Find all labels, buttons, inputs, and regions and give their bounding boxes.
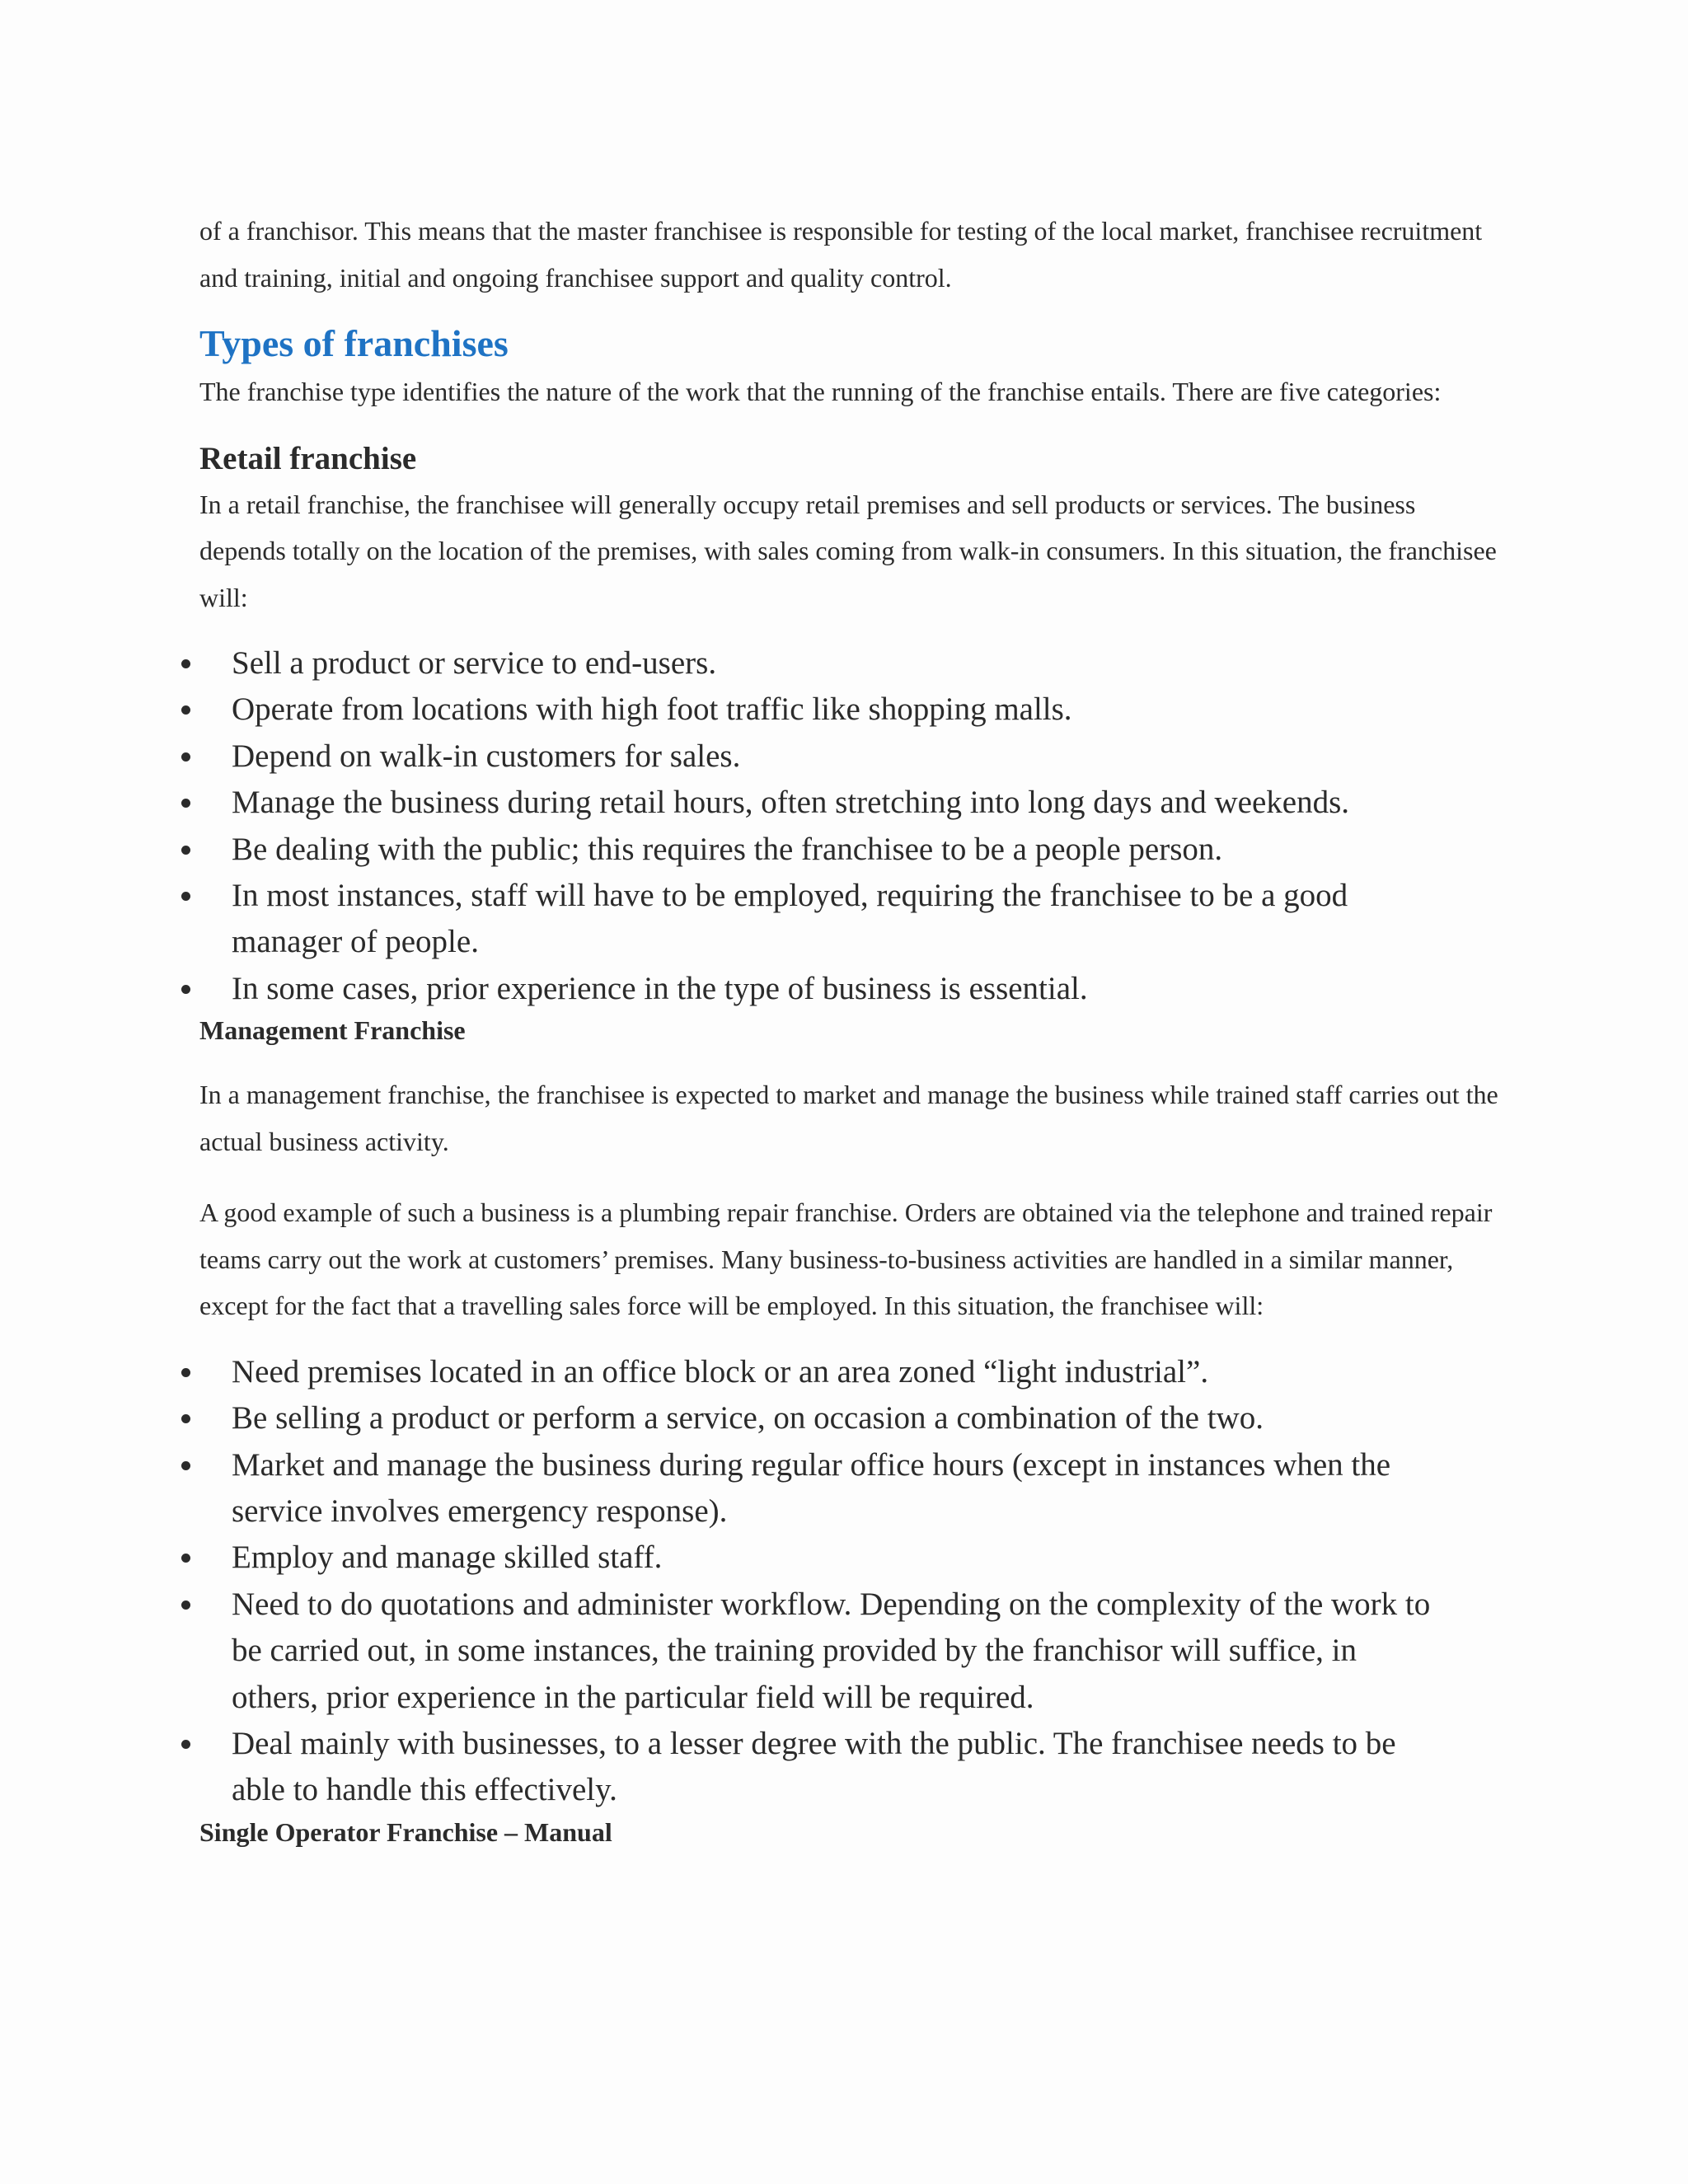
single-operator-heading: Single Operator Franchise – Manual [199,1816,612,1847]
list-item [0,733,1427,780]
document-page [199,208,1502,1849]
list-item-text: Manage the business during retail hours, often stretching into long days and weekends. [232,785,1350,821]
management-heading: Management Franchise [199,1015,466,1046]
bullet-icon [181,1461,190,1470]
list-item [0,1721,1443,1814]
bullet-icon [181,1601,190,1610]
list-item-text: Need to do quotations and administer workflow. Depending on the complexity of the work to be carried out, in some instances, the training provided by the franchisor will suffice, in others, prior experience in the particular field will be required. [232,1586,1431,1715]
list-item-text: Be dealing with the public; this requires the franchisee to be a people person. [232,831,1223,867]
list-item [0,1535,1427,1581]
list-item-text: Market and manage the business during regular office hours (except in instances when the service involves emergency response). [232,1446,1391,1529]
list-item-text: Operate from locations with high foot traffic like shopping malls. [232,691,1072,728]
list-item [0,873,1402,966]
list-item [0,1442,1443,1535]
intro-paragraph: of a franchisor. This means that the master franchisee is responsible for testing of the local market, franchisee recruitment and training, initial and ongoing franchisee support and quality control. [199,216,1483,293]
list-item [0,780,1427,826]
list-item [0,966,1427,1012]
retail-bullet-list [0,640,1350,1012]
bullet-icon [181,659,190,668]
bullet-icon [181,705,190,715]
bullet-icon [181,892,190,901]
list-item-text: Employ and manage skilled staff. [232,1540,663,1576]
management-paragraph-2: A good example of such a business is a plumbing repair franchise. Orders are obtained via the telephone and trained repair teams carry out the work at customers’ premises. Many business-to-business activities are handled in a similar manner, except for the fact that a travelling sales force will be employed. In this situation, the franchisee will: [199,1197,1493,1321]
bullet-icon [181,1740,190,1749]
bullet-icon [181,985,190,994]
list-item-text: In some cases, prior experience in the type of business is essential. [232,970,1088,1006]
bullet-icon [181,1554,190,1563]
list-item [0,1395,1427,1441]
retail-heading: Retail franchise [199,440,417,476]
bullet-icon [181,1414,190,1423]
list-item-text: Need premises located in an office block or an area zoned “light industrial”. [232,1353,1209,1390]
bullet-icon [181,1368,190,1377]
list-item-text: Sell a product or service to end-users. [232,645,717,681]
list-item [0,687,1427,733]
types-paragraph: The franchise type identifies the nature of the work that the running of the franchise entails. There are five categories: [199,377,1442,406]
management-paragraph-1: In a management franchise, the franchisee is expected to market and manage the business while trained staff carries out the actual business activity. [199,1080,1498,1156]
list-item [0,1349,1427,1395]
list-item-text: Depend on walk-in customers for sales. [232,738,741,774]
bullet-icon [181,846,190,855]
bullet-icon [181,752,190,762]
list-item [0,1582,1443,1721]
list-item-text: Deal mainly with businesses, to a lesser degree with the public. The franchisee needs to be able to handle this effectively. [232,1726,1396,1808]
retail-paragraph: In a retail franchise, the franchisee will generally occupy retail premises and sell products or services. The business depends totally on the location of the premises, with sales coming from walk-in consumers. In this situation, the franchisee will: [199,489,1497,612]
list-item [0,640,1427,687]
list-item-text: In most instances, staff will have to be employed, requiring the franchisee to be a good manager of people. [232,878,1348,960]
list-item-text: Be selling a product or perform a service, on occasion a combination of the two. [232,1400,1264,1436]
list-item [0,827,1427,873]
types-heading: Types of franchises [199,322,509,364]
management-bullet-list [0,1349,1431,1814]
bullet-icon [181,799,190,808]
